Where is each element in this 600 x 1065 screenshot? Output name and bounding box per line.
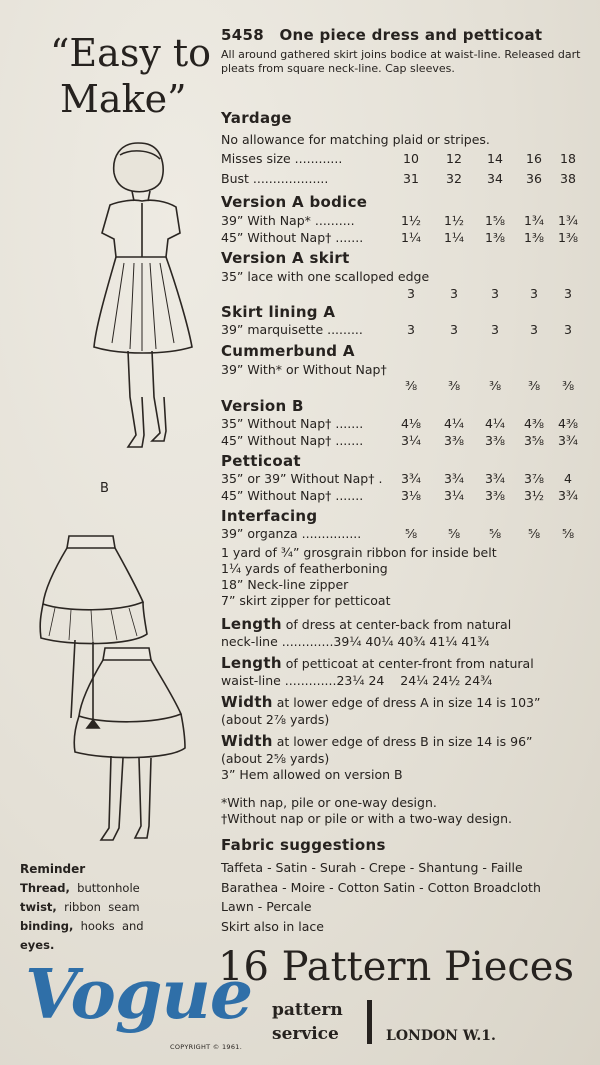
yardage-row [221, 322, 581, 340]
fabric-line: Skirt also in lace [221, 918, 324, 934]
size-value: 18 [560, 151, 576, 166]
row-label: 45” Without Nap† ....... [221, 230, 364, 245]
yardage-value: 3 [491, 286, 499, 301]
fabric-line: Taffeta - Satin - Surah - Crepe - Shantung - Faille [221, 860, 523, 875]
yardage-value: 1¾ [523, 213, 545, 228]
banner-line-2: Make” [60, 77, 187, 121]
length-dress-line [221, 615, 511, 633]
yardage-note: No allowance for matching plaid or stripes. [221, 132, 490, 147]
sizes-row [221, 151, 581, 169]
bust-value: 34 [487, 171, 503, 186]
yardage-value: 3 [407, 322, 415, 337]
reminder-line [20, 917, 175, 936]
bust-value: 32 [446, 171, 462, 186]
hem-note: 3” Hem allowed on version B [221, 767, 403, 782]
footer-divider [367, 1000, 372, 1044]
width-text: at lower edge of dress A in size 14 is 103” [276, 695, 541, 710]
pattern-pieces-count: 16 Pattern Pieces [218, 944, 574, 990]
yardage-value: ⅝ [527, 526, 541, 541]
yardage-value: 3¾ [400, 471, 422, 486]
pattern-number: 5458 [221, 26, 264, 44]
length-petticoat-line [221, 654, 534, 672]
yardage-value: 3 [530, 322, 538, 337]
yardage-value: 3⅝ [523, 433, 545, 448]
yardage-row [221, 378, 581, 396]
yardage-value: 1½ [443, 213, 465, 228]
yardage-value: 1⅜ [557, 230, 579, 245]
width-text: at lower edge of dress B in size 14 is 96” [276, 734, 533, 749]
fabric-line: Lawn - Percale [221, 899, 312, 914]
fabric-heading: Fabric suggestions [221, 836, 386, 854]
pattern-description: All around gathered skirt joins bodice at waist-line. Released dart pleats from square neck-line. Cap sleeves. [221, 48, 581, 75]
dress-b-illustration [80, 135, 210, 470]
reminder-bold: twist, [20, 900, 57, 914]
yardage-value: 3 [407, 286, 415, 301]
row-label: 39” marquisette ......... [221, 322, 363, 337]
yardage-value: 3¾ [557, 433, 579, 448]
bust-value: 31 [403, 171, 419, 186]
yardage-value: 4 [564, 471, 572, 486]
yardage-value: 3½ [523, 488, 545, 503]
length-heading: Length [221, 654, 282, 672]
reminder-rest: hooks and [73, 919, 144, 933]
size-value: 16 [526, 151, 542, 166]
notion-item: 18” Neck-line zipper [221, 577, 349, 592]
yardage-value: ⅜ [488, 378, 502, 393]
reminder-bold: binding, [20, 919, 74, 933]
size-value: 10 [403, 151, 419, 166]
fabric-list [221, 858, 541, 936]
yardage-value: 3¼ [400, 433, 422, 448]
notion-item: 1¼ yards of featherboning [221, 561, 388, 576]
yardage-value: 3⅛ [400, 488, 422, 503]
length-petticoat-values: waist-line .............23¼ 24 24¼ 24½ 24¾ [221, 673, 493, 688]
yardage-value: 1¾ [557, 213, 579, 228]
reminder-bold: Thread, [20, 881, 70, 895]
length-heading: Length [221, 615, 282, 633]
yardage-row [221, 416, 581, 434]
yardage-value: 3⅞ [523, 471, 545, 486]
row-label: 45” Without Nap† ....... [221, 433, 364, 448]
yardage-value: 4⅜ [523, 416, 545, 431]
yardage-value: 4¼ [484, 416, 506, 431]
dress-b-label: B [100, 481, 109, 496]
footnote-without-nap: †Without nap or pile or with a two-way design. [221, 811, 512, 826]
yardage-value: 3 [530, 286, 538, 301]
yardage-value: 3 [491, 322, 499, 337]
size-value: 14 [487, 151, 503, 166]
reminder-bold: eyes. [20, 938, 55, 952]
service-line-1: pattern [272, 1000, 343, 1020]
yardage-value: 3¾ [557, 488, 579, 503]
service-line-2: service [272, 1024, 339, 1044]
sizes-label: Misses size ............ [221, 151, 343, 166]
yardage-value: 1½ [400, 213, 422, 228]
yardage-row [221, 488, 581, 506]
yardage-value: 3⅜ [484, 488, 506, 503]
reminder-rest: buttonhole [69, 881, 140, 895]
row-label: 35” or 39” Without Nap† . [221, 471, 383, 486]
notions-list [221, 545, 497, 609]
notion-item: 1 yard of ¾” grosgrain ribbon for inside belt [221, 545, 497, 560]
pattern-header [221, 26, 542, 44]
yardage-row [221, 286, 581, 304]
width-heading: Width [221, 693, 273, 711]
reminder-line [20, 879, 175, 898]
version-a-bodice-heading: Version A bodice [221, 193, 368, 211]
row-label: 35” Without Nap† ....... [221, 416, 364, 431]
interfacing-heading: Interfacing [221, 507, 318, 525]
row-label: 39” With Nap* .......... [221, 213, 355, 228]
yardage-row [221, 230, 581, 248]
reminder-box [20, 860, 175, 955]
reminder-line [20, 898, 175, 917]
cummerbund-label: 39” With* or Without Nap† [221, 362, 387, 377]
petticoat-heading: Petticoat [221, 452, 301, 470]
yardage-value: 3 [450, 322, 458, 337]
banner-line-1: “Easy to [50, 31, 212, 75]
petticoat-illustration [35, 528, 195, 858]
yardage-value: 4⅜ [557, 416, 579, 431]
yardage-value: ⅜ [404, 378, 418, 393]
length-text: of petticoat at center-front from natural [285, 656, 534, 671]
bust-value: 38 [560, 171, 576, 186]
yardage-value: 1¼ [443, 230, 465, 245]
yardage-row [221, 433, 581, 451]
notion-item: 7” skirt zipper for petticoat [221, 593, 391, 608]
yardage-row [221, 526, 581, 544]
easy-to-make-banner [50, 30, 211, 122]
bust-label: Bust ................... [221, 171, 329, 186]
copyright-text: COPYRIGHT © 1961. [170, 1043, 243, 1051]
yardage-value: 3¼ [443, 488, 465, 503]
yardage-value: 3 [564, 286, 572, 301]
yardage-value: 3⅜ [484, 433, 506, 448]
reminder-title: Reminder [20, 862, 86, 876]
width-b-yards: (about 2⅝ yards) [221, 751, 330, 766]
yardage-value: ⅝ [561, 526, 575, 541]
yardage-value: 3¾ [443, 471, 465, 486]
yardage-value: ⅜ [561, 378, 575, 393]
yardage-row [221, 471, 581, 489]
footnote-nap: *With nap, pile or one-way design. [221, 795, 437, 810]
skirt-lining-heading: Skirt lining A [221, 303, 336, 321]
yardage-value: 3 [450, 286, 458, 301]
reminder-rest: ribbon seam [56, 900, 140, 914]
pattern-title: One piece dress and petticoat [279, 26, 543, 44]
location-text: LONDON W.1. [386, 1028, 496, 1044]
yardage-value: 4¼ [443, 416, 465, 431]
cummerbund-heading: Cummerbund A [221, 342, 355, 360]
length-text: of dress at center-back from natural [285, 617, 512, 632]
length-dress-values: neck-line .............39¼ 40¼ 40¾ 41¼ 41¾ [221, 634, 490, 649]
yardage-value: 1¼ [400, 230, 422, 245]
yardage-value: ⅝ [488, 526, 502, 541]
bust-value: 36 [526, 171, 542, 186]
yardage-value: 1⅜ [484, 230, 506, 245]
yardage-value: ⅜ [447, 378, 461, 393]
width-heading: Width [221, 732, 273, 750]
yardage-value: 1⅝ [484, 213, 506, 228]
reminder-line [20, 936, 175, 955]
yardage-value: ⅝ [447, 526, 461, 541]
width-a-yards: (about 2⅞ yards) [221, 712, 330, 727]
pattern-service [272, 998, 343, 1046]
footnotes [221, 795, 512, 827]
fabric-line: Barathea - Moire - Cotton Satin - Cotton Broadcloth [221, 879, 541, 895]
width-a-line [221, 693, 540, 711]
row-label: 45” Without Nap† ....... [221, 488, 364, 503]
bust-row [221, 171, 581, 189]
skirt-fabric-label: 35” lace with one scalloped edge [221, 269, 430, 284]
yardage-row [221, 213, 581, 231]
size-value: 12 [446, 151, 462, 166]
yardage-value: ⅝ [404, 526, 418, 541]
yardage-value: ⅜ [527, 378, 541, 393]
width-b-line [221, 732, 533, 750]
row-label: 39” organza ............... [221, 526, 362, 541]
vogue-logo: Vogue [25, 955, 253, 1035]
yardage-value: 3 [564, 322, 572, 337]
yardage-value: 1⅜ [523, 230, 545, 245]
yardage-value: 4⅛ [400, 416, 422, 431]
version-a-skirt-heading: Version A skirt [221, 249, 350, 267]
yardage-value: 3⅜ [443, 433, 465, 448]
version-b-heading: Version B [221, 397, 304, 415]
yardage-heading: Yardage [221, 109, 292, 127]
yardage-value: 3¾ [484, 471, 506, 486]
